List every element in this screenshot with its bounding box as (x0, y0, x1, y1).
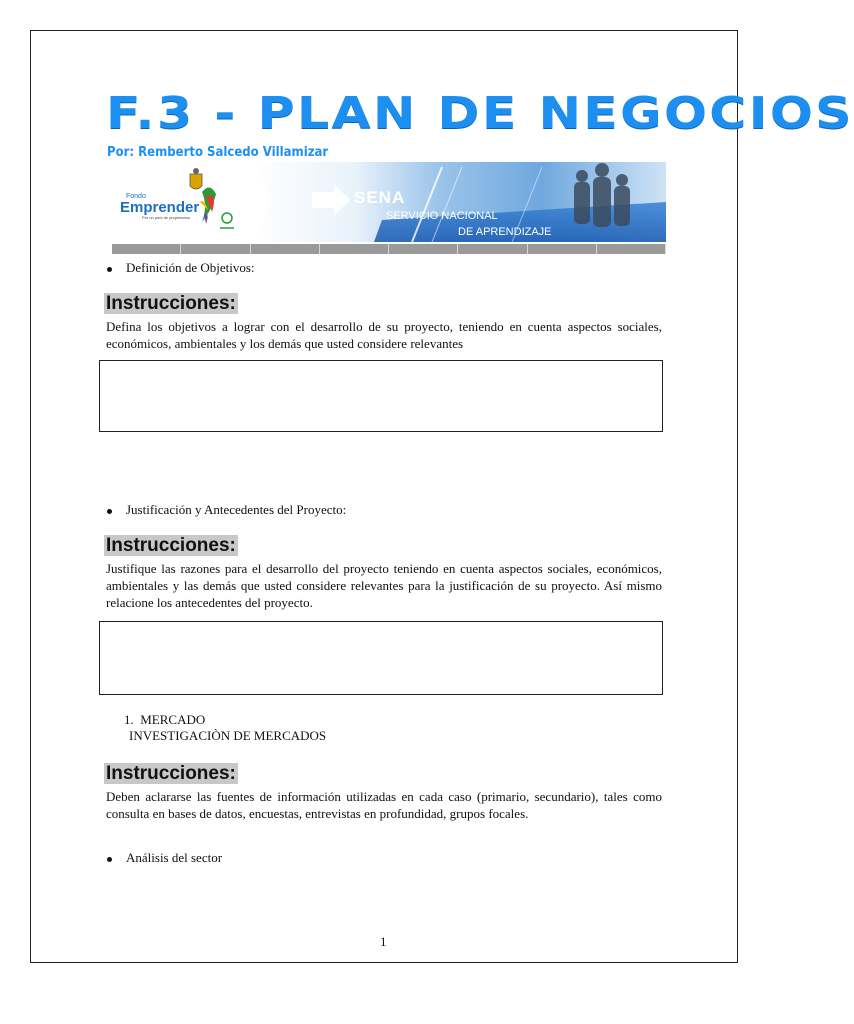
emprender-tagline: Por un país de propietarios (142, 215, 191, 220)
bullet-analisis-sector-label: Análisis del sector (126, 850, 223, 865)
bullet-analisis-sector (107, 850, 222, 866)
sena-label: SENA (354, 188, 406, 207)
header-banner (112, 162, 666, 242)
document-title: F.3 - PLAN DE NEGOCIOS (106, 88, 854, 139)
page-number: 1 (380, 934, 387, 949)
servicio-line2: DE APRENDIZAJE (458, 226, 552, 238)
mercado-heading (124, 712, 326, 744)
mercado-title: MERCADO (140, 712, 206, 727)
objetivos-answer-box[interactable] (99, 360, 663, 432)
document-author: Por: Remberto Salcedo Villamizar (107, 145, 329, 160)
instrucciones-heading-justificacion: Instrucciones: (106, 535, 236, 556)
bullet-dot-icon (107, 509, 112, 514)
bullet-dot-icon (107, 267, 112, 272)
bullet-objetivos-label: Definición de Objetivos: (126, 260, 255, 275)
header-divider-band (112, 244, 666, 254)
bullet-justificacion-label: Justificación y Antecedentes del Proyecto: (126, 502, 347, 517)
instrucciones-text-justificacion: Justifique las razones para el desarrollo del proyecto teniendo en cuenta aspectos sociales, económicos, ambientales y las demás que usted considere relevantes para la justificación de su proyecto. Así mismo relacione los antecedentes del proyecto. (106, 561, 662, 610)
instrucciones-text-objetivos: Defina los objetivos a lograr con el desarrollo de su proyecto, teniendo en cuenta aspectos sociales, económicos, ambientales y los demás que usted considere relevantes (106, 319, 662, 351)
bullet-dot-icon (107, 857, 112, 862)
instrucciones-heading-objetivos: Instrucciones: (106, 293, 236, 314)
emprender-label: Emprender (120, 199, 200, 216)
mercado-number: 1. (124, 712, 134, 727)
instrucciones-text-mercado: Deben aclararse las fuentes de información utilizadas en cada caso (primario, secundario), tales como consulta en bases de datos, encuestas, entrevistas en profundidad, grupos focales. (106, 789, 662, 821)
fondo-label: Fondo (126, 193, 146, 200)
instrucciones-heading-mercado: Instrucciones: (106, 763, 236, 784)
bullet-objetivos (107, 260, 255, 276)
servicio-line1: SERVICIO NACIONAL (386, 210, 498, 222)
bullet-justificacion (107, 502, 346, 518)
justificacion-answer-box[interactable] (99, 621, 663, 695)
mercado-subtitle: INVESTIGACIÒN DE MERCADOS (129, 728, 327, 743)
